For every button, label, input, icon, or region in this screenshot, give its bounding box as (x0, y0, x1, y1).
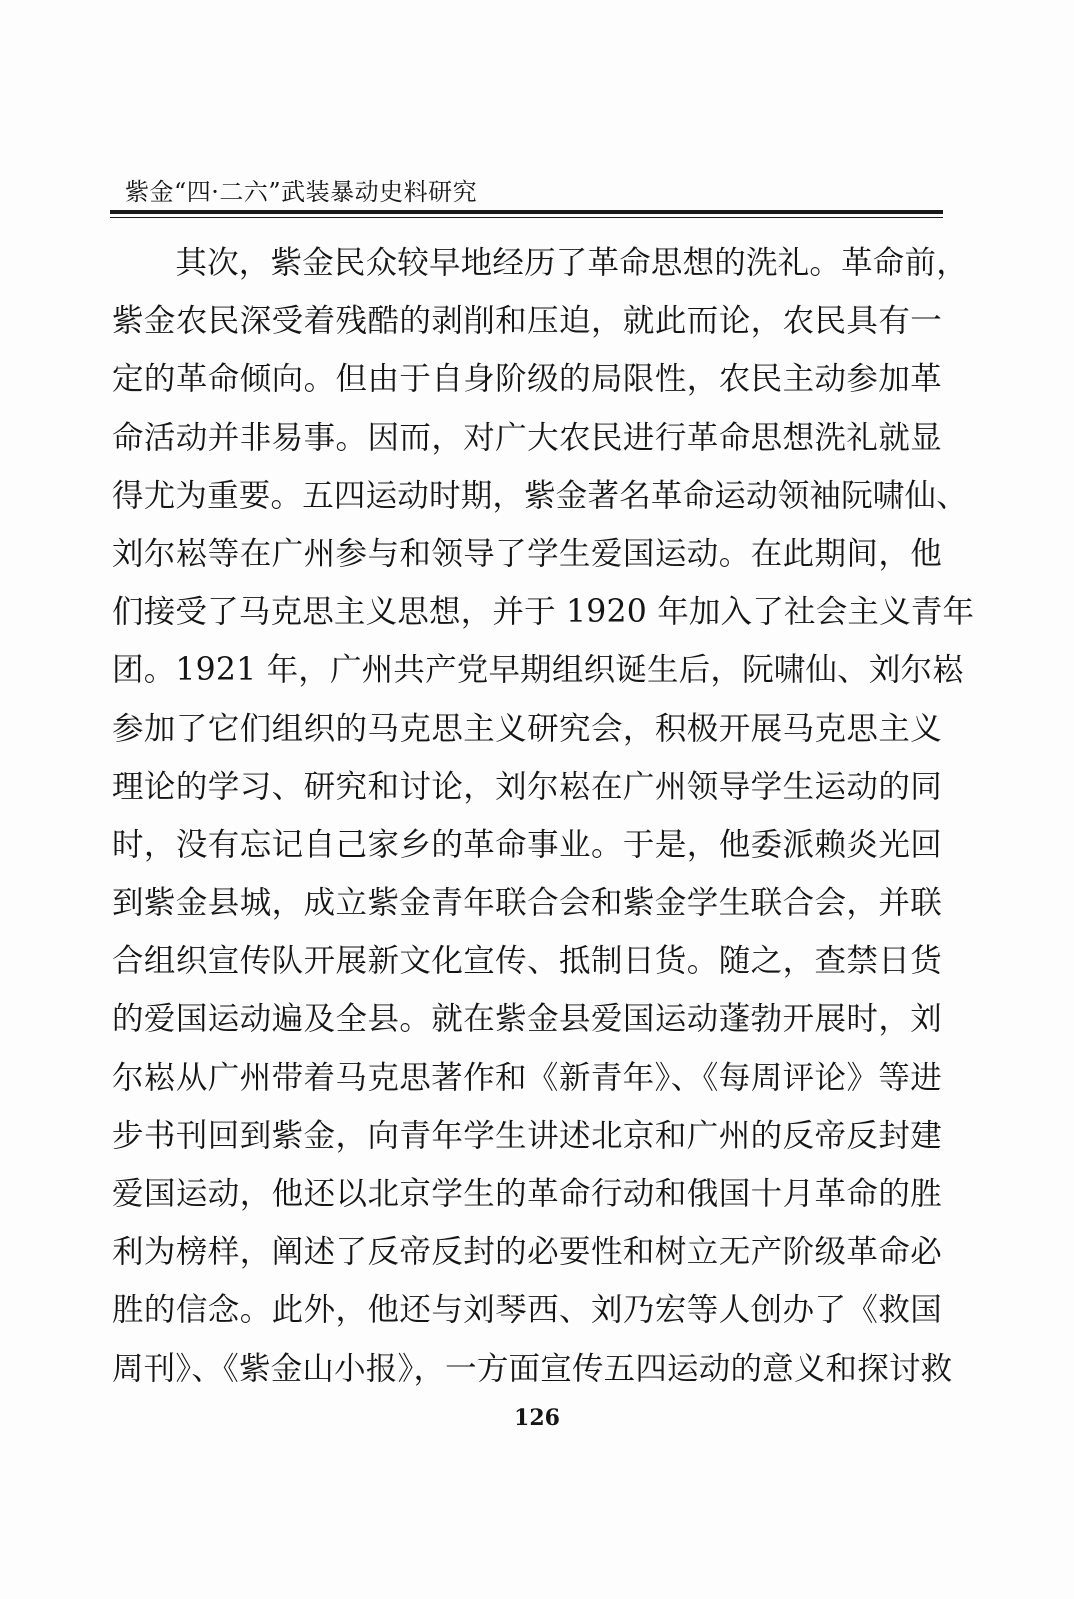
text-line: 理论的学习、研究和讨论，刘尔崧在广州领导学生运动的同 (112, 768, 942, 805)
page-number: 126 (514, 1405, 560, 1431)
text-line: 到紫金县城，成立紫金青年联合会和紫金学生联合会，并联 (112, 885, 942, 922)
text-line: 合组织宣传队开展新文化宣传、抵制日货。随之，查禁日货 (112, 943, 942, 980)
header-rule-thin (110, 217, 943, 218)
text-line: 命活动并非易事。因而，对广大农民进行革命思想洗礼就显 (112, 419, 942, 456)
text-line: 利为榜样，阐述了反帝反封的必要性和树立无产阶级革命必 (112, 1234, 942, 1271)
text-line: 团。1921 年，广州共产党早期组织诞生后，阮啸仙、刘尔崧 (112, 652, 964, 689)
text-line: 定的革命倾向。但由于自身阶级的局限性，农民主动参加革 (112, 361, 942, 398)
text-line: 步书刊回到紫金，向青年学生讲述北京和广州的反帝反封建 (112, 1117, 942, 1154)
text-line: 尔崧从广州带着马克思著作和《新青年》、《每周评论》等进 (112, 1059, 942, 1096)
text-line: 胜的信念。此外，他还与刘琴西、刘乃宏等人创办了《救国 (112, 1292, 942, 1329)
body-text (112, 234, 975, 1398)
text-line: 爱国运动，他还以北京学生的革命行动和俄国十月革命的胜 (112, 1176, 942, 1212)
text-line: 刘尔崧等在广州参与和领导了学生爱国运动。在此期间，他 (112, 535, 942, 572)
text-line: 得尤为重要。五四运动时期，紫金著名革命运动领袖阮啸仙、 (112, 477, 968, 514)
text-line: 的爱国运动遍及全县。就在紫金县爱国运动蓬勃开展时，刘 (112, 1001, 942, 1038)
text-line: 时，没有忘记自己家乡的革命事业。于是，他委派赖炎光回 (112, 826, 942, 863)
header-rule-thick (110, 210, 943, 214)
text-line: 们接受了马克思主义思想，并于 1920 年加入了社会主义青年 (112, 594, 975, 631)
text-line: 参加了它们组织的马克思主义研究会，积极开展马克思主义 (112, 710, 942, 747)
text-line: 紫金农民深受着残酷的剥削和压迫，就此而论，农民具有一 (112, 303, 942, 340)
text-line: 周刊》、《紫金山小报》，一方面宣传五四运动的意义和探讨救 (112, 1350, 953, 1387)
text-line: 其次，紫金民众较早地经历了革命思想的洗礼。革命前， (112, 245, 968, 281)
running-header: 紫金“四·二六”武装暴动史料研究 (125, 178, 478, 206)
